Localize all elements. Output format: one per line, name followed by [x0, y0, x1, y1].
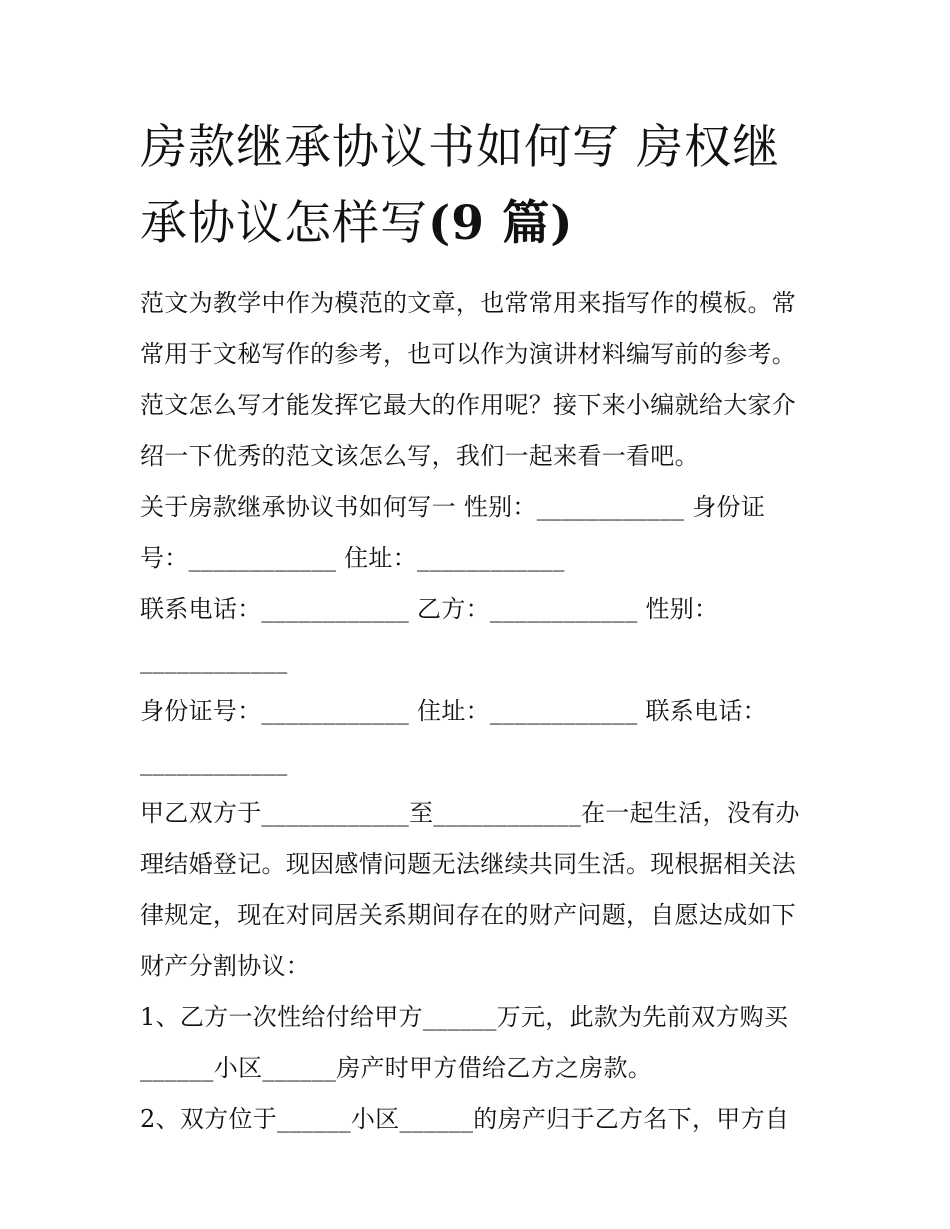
contact-paragraph — [140, 584, 820, 686]
clause-1-line: 1、乙方一次性给付给甲方______万元，此款为先前双方购买 — [140, 1003, 789, 1031]
clause-1-paragraph — [140, 992, 820, 1094]
intro-paragraph — [140, 278, 820, 482]
agreement-line: 理结婚登记。现因感情问题无法继续共同生活。现根据相关法 — [140, 850, 797, 878]
agreement-paragraph — [140, 788, 820, 992]
agreement-line: 财产分割协议： — [140, 952, 311, 980]
intro-line: 范文怎么写才能发挥它最大的作用呢？接下来小编就给大家介 — [140, 391, 797, 419]
party-a-line: 关于房款继承协议书如何写一 性别：____________ 身份证 — [140, 493, 766, 521]
party-a-line: 号：____________ 住址：____________ — [140, 544, 565, 572]
clause-1-line: ______小区______房产时甲方借给乙方之房款。 — [140, 1054, 653, 1082]
document-page — [140, 110, 820, 1145]
title-line-2 — [140, 186, 820, 262]
agreement-line: 甲乙双方于____________至____________在一起生活，没有办 — [140, 799, 800, 827]
title-line-2-main: 承协议怎样写 — [140, 196, 428, 251]
party-b-line: ____________ — [140, 748, 288, 776]
party-b-paragraph — [140, 686, 820, 788]
clause-2-paragraph — [140, 1094, 820, 1145]
intro-line: 常用于文秘写作的参考，也可以作为演讲材料编写前的参考。 — [140, 340, 797, 368]
party-b-line: 身份证号：____________ 住址：____________ 联系电话： — [140, 697, 767, 725]
document-title — [140, 110, 820, 262]
contact-line: 联系电话：____________ 乙方：____________ 性别： — [140, 595, 719, 623]
clause-2-line: 2、双方位于______小区______的房产归于乙方名下，甲方自 — [140, 1105, 790, 1133]
intro-line: 绍一下优秀的范文该怎么写，我们一起来看一看吧。 — [140, 442, 699, 470]
agreement-line: 律规定，现在对同居关系期间存在的财产问题，自愿达成如下 — [140, 901, 797, 929]
contact-line: ____________ — [140, 646, 288, 674]
party-a-paragraph — [140, 482, 820, 584]
title-count: (9 篇) — [428, 196, 574, 251]
intro-line: 范文为教学中作为模范的文章，也常常用来指写作的模板。常 — [140, 289, 797, 317]
title-line-1: 房款继承协议书如何写 房权继 — [140, 120, 780, 175]
